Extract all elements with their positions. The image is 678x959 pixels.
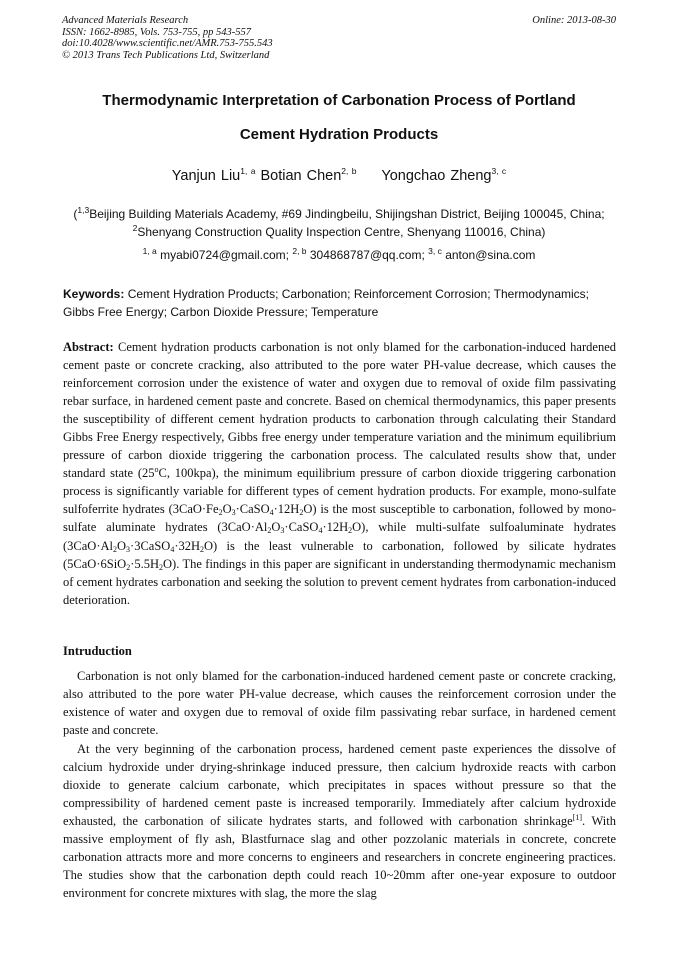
affiliation-sup: 2 [132, 223, 138, 233]
abstract-text: C, 100kpa), the minimum equilibrium pressure of carbon dioxide triggering carbonation process is significantly variable for different types of cement hydration products. For example, mono-sulfate sulfoferrite hydrates (3CaO·Fe [63, 466, 616, 517]
email-link[interactable]: 304868787@qq.com; [309, 248, 425, 262]
intro-paragraph-2 [63, 740, 616, 902]
abstract-text: ·12H [273, 502, 300, 517]
email-link[interactable]: anton@sina.com [445, 248, 536, 262]
online-date: Online: 2013-08-30 [532, 15, 616, 26]
paragraph-text: . With massive employment of fly ash, Blastfurnace slag and other pozzolanic materials in concrete, concrete carbonation attracts more and more concerns to engineers and researchers in concrete engineering practices. The studies show that the carbonation depth could reach 10~20mm after one-year exposure to outdoor environment for concrete mixtures with slag, the more the slag [63, 814, 616, 901]
subscript: 4 [269, 508, 274, 518]
abstract-text: Cement hydration products carbonation is not only blamed for the carbonation-induced hardened cement paste or concrete cracking, also attributed to the pore water PH-value decrease, which causes the reinforcement corrosion under the existence of water and oxygen due to removal of oxide film passivating rebar surface, in hardened cement paste and concrete. Based on chemical thermodynamics, this paper presents the susceptibility of different cement hydration products to carbonation through calculating their Standard Gibbs Free Energy respectively, Gibbs free energy under temperature variation and the minimum equilibrium pressure of carbon dioxide triggering the carbonation process. The calculated results show that, under standard state (25 [63, 340, 616, 481]
author-sup: 1, a [240, 166, 256, 176]
abstract-text: O) is the least vulnerable to carbonation, followed by silicate hydrates (5CaO·6SiO [63, 538, 616, 571]
abstract-text: ·CaSO [235, 502, 270, 517]
abstract-text: O). The findings in this paper are significant in understanding thermodynamic mechanism of cement hydrates carbonation and seeking the solution to prevent cement hydrates from carbonation-induced deterioration. [63, 556, 616, 607]
keywords-label: Keywords: [63, 287, 125, 301]
author-sup: 2, b [341, 166, 357, 176]
abstract [63, 338, 616, 609]
subscript: 2 [126, 562, 131, 572]
subscript: 2 [218, 508, 223, 518]
journal-name: Advanced Materials Research [62, 15, 189, 26]
subscript: 2 [348, 526, 353, 536]
subscript: 3 [126, 544, 131, 554]
abstract-text: ·32H [174, 538, 201, 553]
abstract-text: O) is the most susceptible to carbonation, followed by mono-sulfate aluminate hydrates (3CaO·Al [63, 502, 616, 535]
subscript: 2 [267, 526, 272, 536]
paper-title-line-1: Thermodynamic Interpretation of Carbonation Process of Portland [102, 92, 576, 109]
author-name: Yanjun Liu [171, 167, 241, 184]
author-list [40, 166, 638, 184]
affiliation-1: ($^{1,3}$Beijing Building Materials Academy, #69 Jindingbeilu, Shijingshan District, Beijing 100045, China; [73, 205, 605, 221]
copyright-line: © 2013 Trans Tech Publications Ltd, Switzerland [62, 49, 270, 61]
abstract-text: O [222, 502, 232, 517]
degree-sup: o [154, 465, 159, 475]
abstract-text: ·CaSO [284, 520, 319, 535]
author-sup: 3, c [491, 166, 507, 176]
section-heading-introduction: Intruduction [63, 644, 132, 658]
subscript: 2 [299, 508, 304, 518]
author-emails [40, 246, 638, 262]
paragraph-text: At the very beginning of the carbonation process, hardened cement paste experiences the dissolve of calcium hydroxide under drying-shrinkage induced pressure, then calcium hydroxide reacts with carbon dioxide to generate calcium carbonate, which precipitates in spaces without pressure so that the compressibility of hardened cement paste is increased temporarily. Immediately after calcium hydroxide exhausted, the carbonation of silicate hydrates starts, and followed with carbonation shrinkage [63, 742, 616, 829]
abstract-text: ·5.5H [130, 556, 160, 571]
affiliation-text: Shenyang Construction Quality Inspection Centre, Shenyang 110016, China) [137, 225, 546, 239]
paper-title-line-2: Cement Hydration Products [239, 126, 439, 143]
journal-header [62, 15, 616, 61]
doi-line: doi:10.4028/www.scientific.net/AMR.753-755.543 [62, 38, 273, 49]
subscript: 2 [159, 562, 164, 572]
email-link[interactable]: myabi0724@gmail.com; [160, 248, 289, 262]
subscript: 4 [170, 544, 175, 554]
issn-line: ISSN: 1662-8985, Vols. 753-755, pp 543-557 [62, 26, 251, 38]
email-sup: 3, c [428, 246, 442, 256]
abstract-text: O [271, 520, 281, 535]
subscript: 3 [280, 526, 285, 536]
intro-paragraph-1: Carbonation is not only blamed for the carbonation-induced hardened cement paste or concrete cracking, also attributed to the pore water PH-value decrease, which causes the reinforcement corrosion under the existence of water and oxygen due to removal of oxide film passivating rebar surface, in hardened cement paste and concrete. [63, 669, 616, 738]
subscript: 2 [200, 544, 205, 554]
author-name: Yongchao Zheng [381, 167, 492, 184]
subscript: 4 [318, 526, 323, 536]
author-name: Botian Chen [260, 167, 342, 184]
subscript: 3 [231, 508, 236, 518]
affiliation-sup: 1,3 [77, 205, 90, 215]
abstract-text: ·3CaSO [130, 538, 171, 553]
email-sup: 2, b [292, 246, 307, 256]
affiliation-text: Beijing Building Materials Academy, #69 Jindingbeilu, Shijingshan District, Beijing 100045, China; [89, 207, 605, 221]
abstract-text: O), while multi-sulfate sulfoaluminate hydrates (3CaO·Al [63, 520, 616, 553]
abstract-text: ·12H [322, 520, 349, 535]
citation-ref[interactable]: [1] [572, 813, 583, 823]
affiliation-2 [40, 223, 638, 239]
subscript: 2 [113, 544, 117, 554]
keywords [63, 285, 616, 321]
keywords-text: Cement Hydration Products; Carbonation; Reinforcement Corrosion; Thermodynamics; Gibbs Free Energy; Carbon Dioxide Pressure; Temperature [63, 287, 590, 319]
email-sup: 1, a [142, 246, 157, 256]
abstract-text: O [117, 538, 127, 553]
abstract-label: Abstract: [63, 340, 114, 354]
